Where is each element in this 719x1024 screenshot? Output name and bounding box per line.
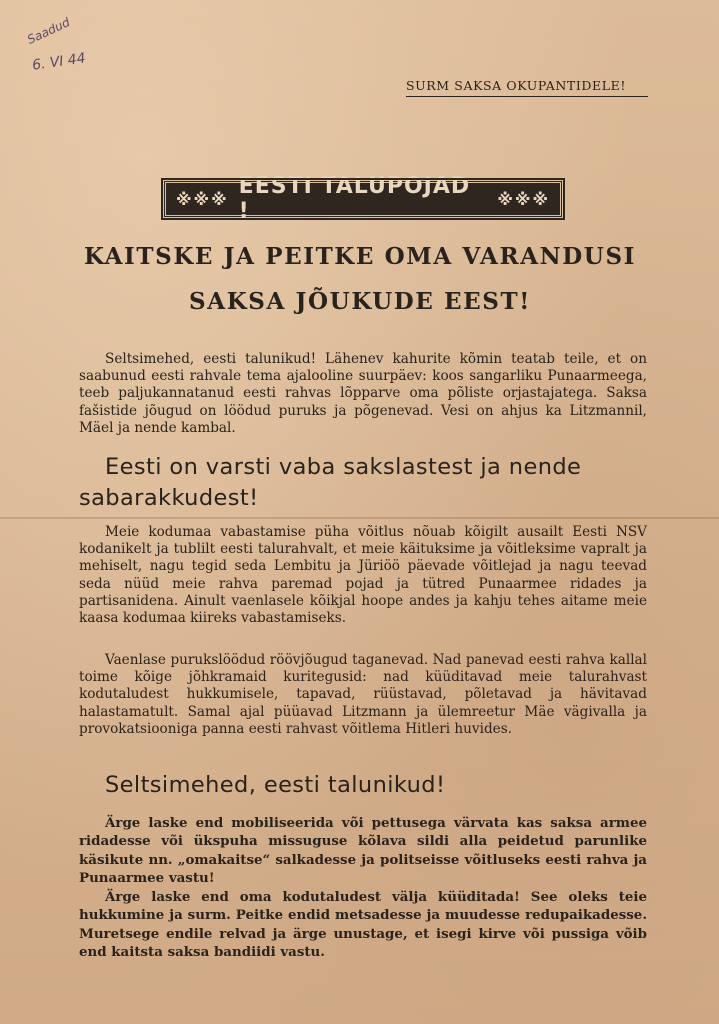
headline-line-1: KAITSKE JA PEITKE OMA VARANDUSI xyxy=(83,243,637,270)
paragraph-mobilize: Ärge laske end mobiliseerida või pettusega värvata kas saksa armee ridadesse või ükspuha missuguse kõlava sildi alla peidetud parunlike käsikute nn. „omakaitse“ salkadesse ja politseisse võitluseks eesti rahva ja Punaarmee vastu! xyxy=(79,815,647,887)
banner-title: EESTI TALUPOJAD ! xyxy=(238,174,471,224)
paper-fold-line xyxy=(0,517,719,519)
handwritten-note xyxy=(22,15,102,82)
top-slogan: SURM SAKSA OKUPANTIDELE! xyxy=(406,78,648,97)
handwritten-note-date: 6. VI 44 xyxy=(31,50,87,74)
handwritten-note-line1: Saadud xyxy=(25,15,73,47)
ornament-left-icon: ※※※ xyxy=(176,189,229,209)
title-banner xyxy=(163,174,563,224)
paragraph-liberation: Meie kodumaa vabastamise püha võitlus nõuab kõigilt ausailt Eesti NSV kodanikelt ja tublilt eesti talurahvalt, et meie käituksime ja võitleksime vapralt ja mehiselt, nagu tegid seda Lembitu ja Jüriöö päevade võitlejad ja nagu teevad seda nüüd meie rahva paremad pojad ja tütred Punaarmee ridades ja partisanidena. Ainult vaenlasele kõikjal hoope andes ja kahju tehes aitame meie kaasa kodumaa kiireks vabastamiseks. xyxy=(79,524,647,627)
headline-line-2: SAKSA JÕUKUDE EEST! xyxy=(189,288,531,315)
ornament-right-icon: ※※※ xyxy=(497,189,550,209)
paragraph-enemy: Vaenlase purukslöödud röövjõugud taganevad. Nad panevad eesti rahva kallal toime kõige jõhkramaid kuritegusid: nad küüditavad meie talurahvast kodutaludest hukkumisele, tapavad, rüüstavad, põletavad ja hävitavad halastamatult. Samal ajal püüavad Litzmann ja ülemreetur Mäe vägivalla ja provokatsiooniga panna eesti rahvast võitlema Hitleri huvides. xyxy=(79,652,647,737)
paragraph-intro: Seltsimehed, eesti talunikud! Lähenev kahurite kõmin teatab teile, et on saabunud eesti rahvale tema ajalooline suurpäev: koos sangarliku Punaarmeega, teeb paljukannatanud eesti rahvas lõpparve oma põliste orjastajatega. Saksa fašistide jõugud on löödud puruks ja põgenevad. Vesi on ahjus ka Litzmannil, Mäel ja nende kambal. xyxy=(79,351,647,436)
subheading-comrades: Seltsimehed, eesti talunikud! xyxy=(105,772,446,798)
subheading-free: Eesti on varsti vaba sakslastest ja nende sabarakkudest! xyxy=(79,454,582,511)
paragraph-deport: Ärge laske end oma kodutaludest välja küüditada! See oleks teie hukkumine ja surm. Peitke endid metsadesse ja muudesse redupaikadesse. Muretsege endile relvad ja ärge unustage, et isegi kirve või pussiga võib end kaitsta saksa bandiidi vastu. xyxy=(79,889,647,961)
